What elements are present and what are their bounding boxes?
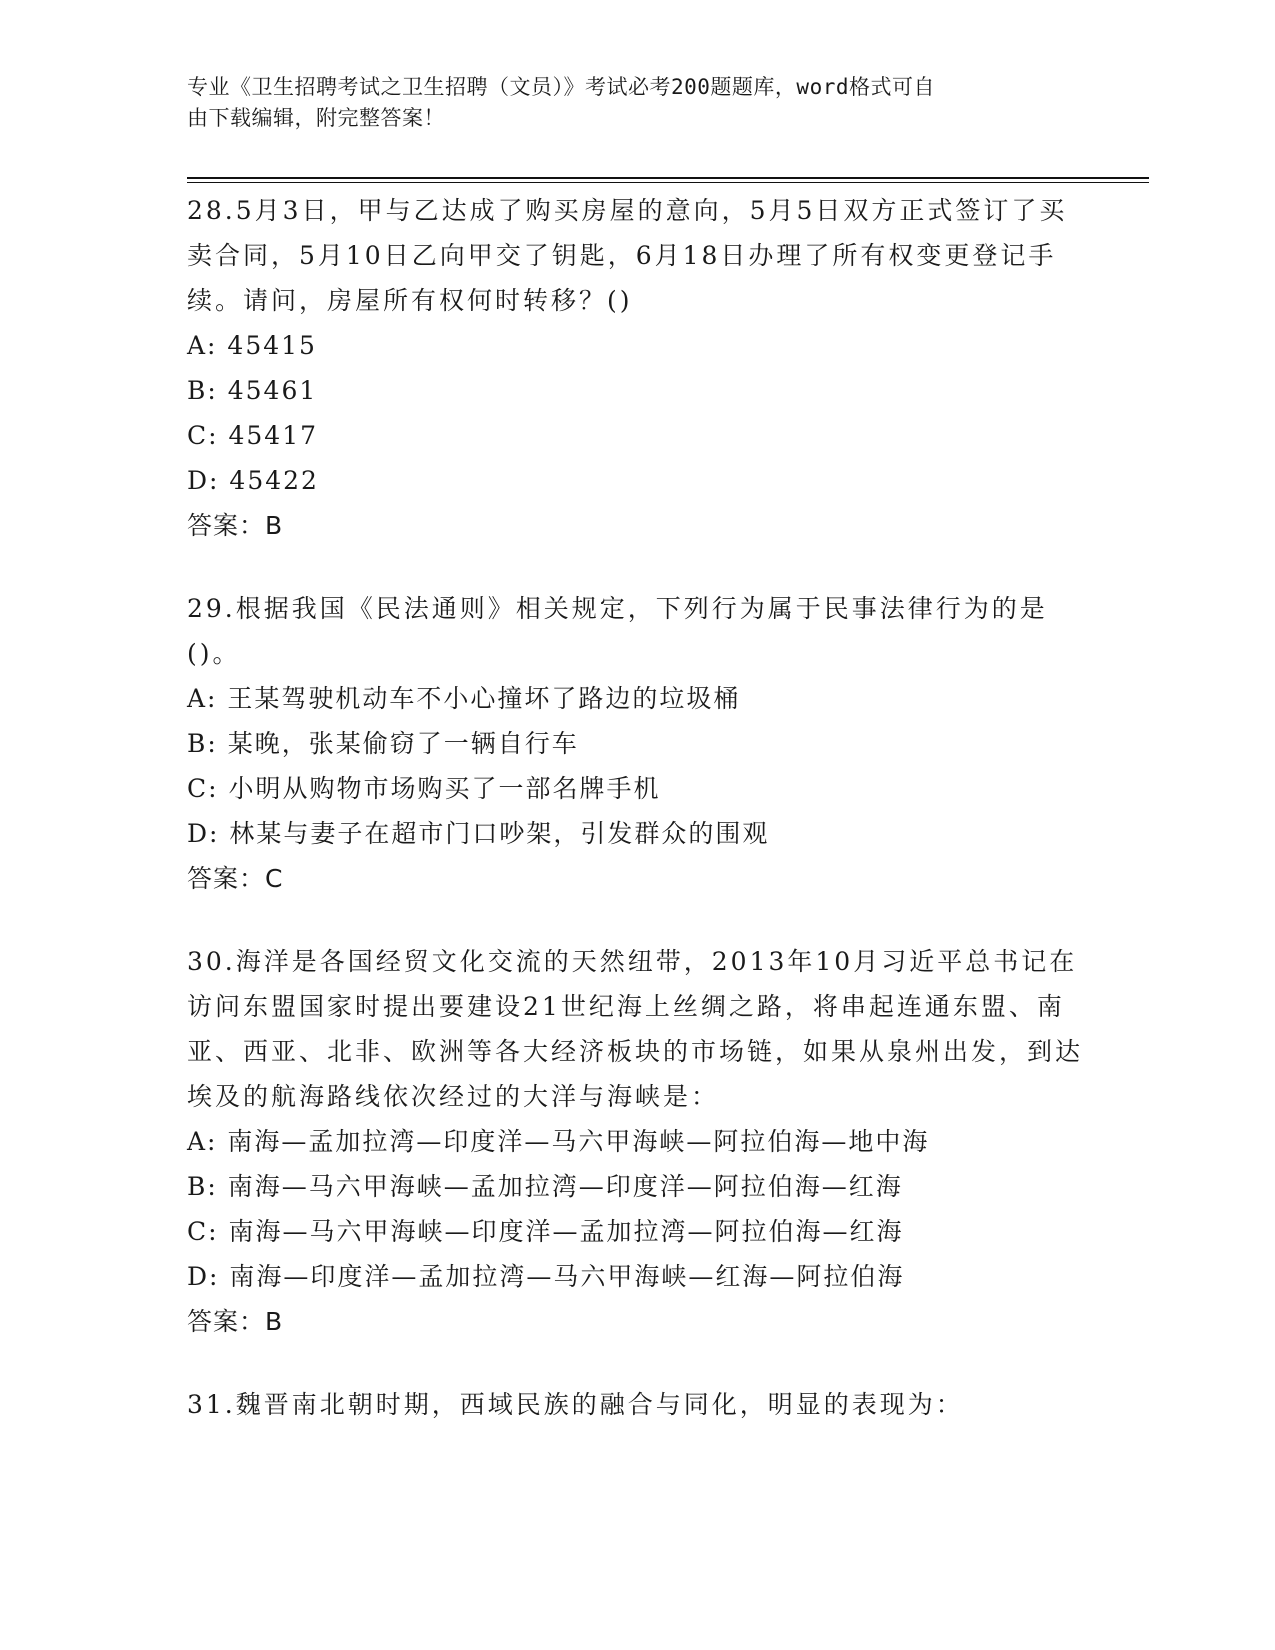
header-line-2: 由下载编辑，附完整答案！ (187, 106, 445, 130)
answer-label: 答案：B (187, 1307, 284, 1336)
answer-label: 答案：B (187, 511, 284, 540)
option-c: C: 南海—马六甲海峡—印度洋—孟加拉湾—阿拉伯海—红海 (187, 1217, 904, 1246)
question-list (187, 188, 1087, 1465)
question-stem: 28.5月3日，甲与乙达成了购买房屋的意向，5月5日双方正式签订了买卖合同，5月10日乙向甲交了钥匙，6月18日办理了所有权变更登记手续。请问，房屋所有权何时转移？() (187, 196, 1068, 315)
option-d: D: 45422 (187, 466, 319, 495)
option-d: D: 南海—印度洋—孟加拉湾—马六甲海峡—红海—阿拉伯海 (187, 1262, 905, 1291)
question-stem: 30.海洋是各国经贸文化交流的天然纽带，2013年10月习近平总书记在访问东盟国家时提出要建设21世纪海上丝绸之路，将串起连通东盟、南亚、西亚、北非、欧洲等各大经济板块的市场链，如果从泉州出发，到达埃及的航海路线依次经过的大洋与海峡是： (187, 947, 1084, 1111)
option-c: C: 45417 (187, 421, 319, 450)
answer-label: 答案：C (187, 864, 284, 893)
header-rule-thin (187, 182, 1149, 183)
header-line-1: 专业《卫生招聘考试之卫生招聘（文员）》考试必考200题题库，word格式可自 (187, 75, 935, 99)
option-d: D: 林某与妻子在超市门口吵架，引发群众的围观 (187, 819, 770, 848)
question-stem: 31.魏晋南北朝时期，西域民族的融合与同化，明显的表现为： (187, 1390, 964, 1419)
document-header (187, 72, 1087, 134)
option-b: B: 某晚，张某偷窃了一辆自行车 (187, 729, 579, 758)
question-29 (187, 586, 1087, 901)
option-b: B: 南海—马六甲海峡—孟加拉湾—印度洋—阿拉伯海—红海 (187, 1172, 903, 1201)
option-a: A: 南海—孟加拉湾—印度洋—马六甲海峡—阿拉伯海—地中海 (187, 1127, 930, 1156)
question-30 (187, 939, 1087, 1344)
question-stem: 29.根据我国《民法通则》相关规定，下列行为属于民事法律行为的是()。 (187, 594, 1048, 668)
option-c: C: 小明从购物市场购买了一部名牌手机 (187, 774, 661, 803)
header-rule-thick (187, 177, 1149, 179)
option-a: A: 王某驾驶机动车不小心撞坏了路边的垃圾桶 (187, 684, 741, 713)
option-a: A: 45415 (187, 331, 317, 360)
option-b: B: 45461 (187, 376, 318, 405)
question-28 (187, 188, 1087, 548)
question-31 (187, 1382, 1087, 1427)
